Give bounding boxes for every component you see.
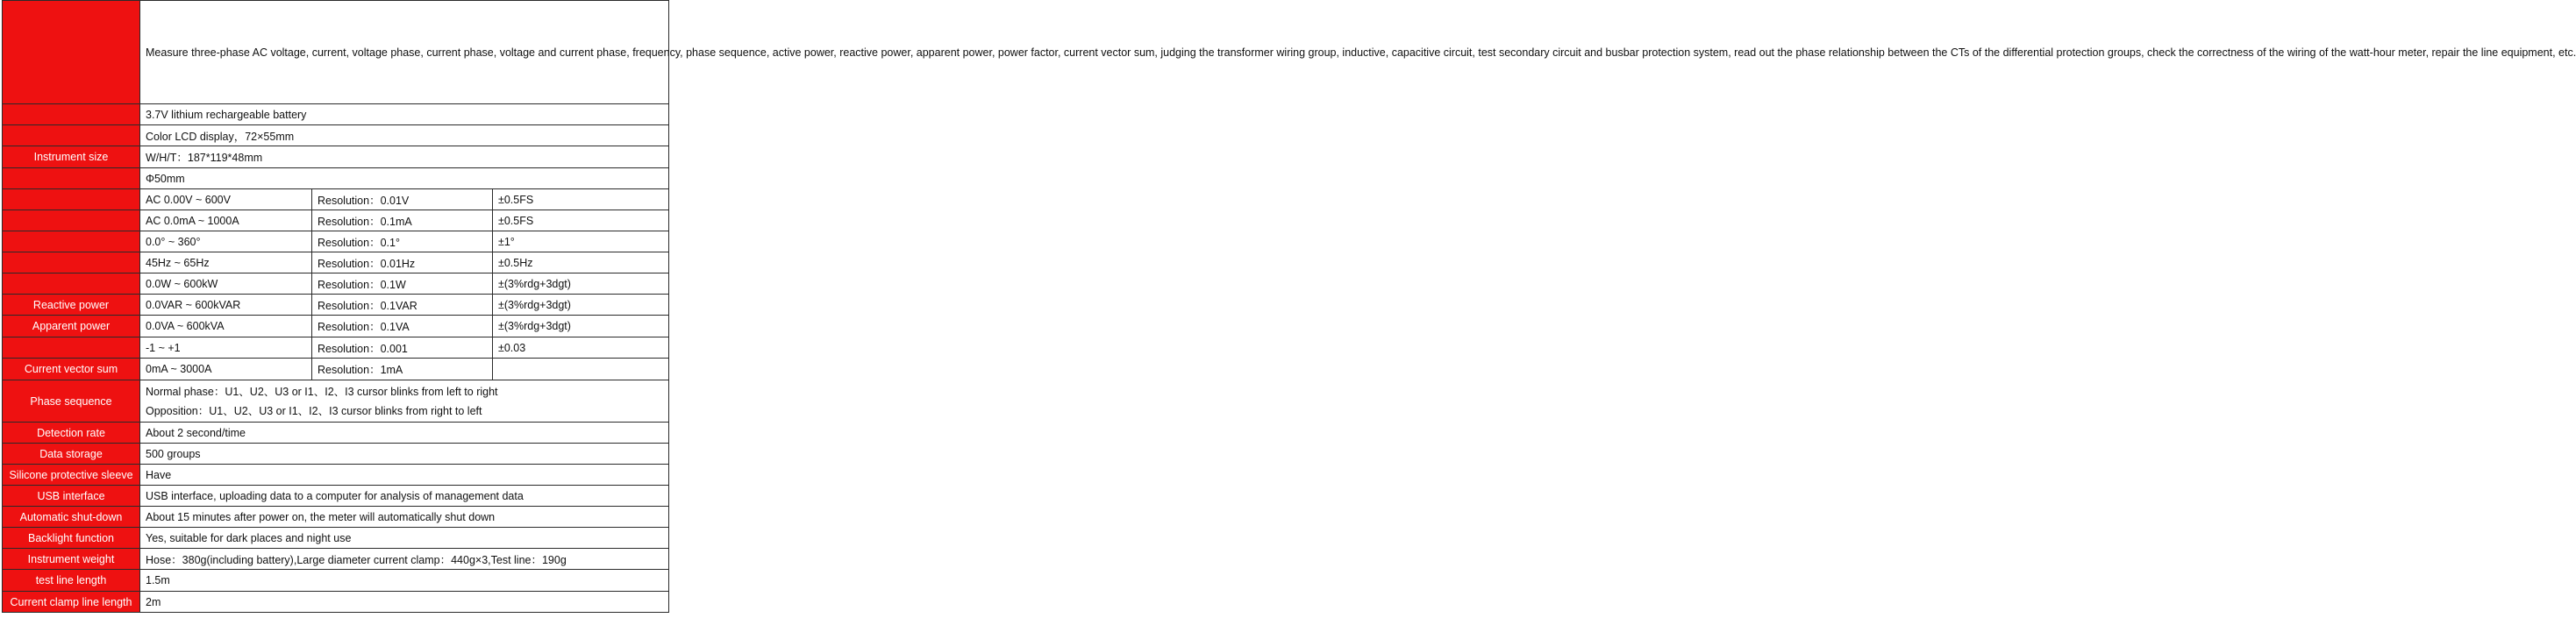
test-line-length-value: 1.5m	[140, 570, 669, 592]
detection-rate-label: Detection rate	[3, 423, 140, 444]
accuracy-cell: ±(3%rdg+3dgt)	[493, 295, 669, 316]
table-row	[3, 507, 669, 528]
table-row	[3, 549, 669, 570]
table-row	[3, 359, 669, 380]
row-label	[3, 189, 140, 210]
accuracy-cell: ±0.5FS	[493, 210, 669, 231]
table-row	[3, 592, 669, 613]
table-row	[3, 1, 669, 104]
functions-description: Measure three-phase AC voltage, current, voltage phase, current phase, voltage and current phase, frequency, phase sequence, active power, reactive power, apparent power, power factor, current vector sum, judging the transformer wiring group, inductive, capacitive circuit, test secondary circuit and busbar protection system, read out the phase relationship between the CTs of the differential protection groups, check the correctness of the wiring of the watt-hour meter, repair the line equipment, etc.	[140, 1, 669, 104]
accuracy-cell	[493, 359, 669, 380]
detection-rate-value: About 2 second/time	[140, 423, 669, 444]
accuracy-cell: ±0.5Hz	[493, 252, 669, 273]
table-row	[3, 295, 669, 316]
table-row	[3, 168, 669, 189]
range-cell: 45Hz ~ 65Hz	[140, 252, 312, 273]
row-label	[3, 104, 140, 125]
range-cell: 0mA ~ 3000A	[140, 359, 312, 380]
resolution-cell: Resolution：0.01V	[312, 189, 493, 210]
row-label	[3, 337, 140, 359]
phase-sequence-value	[140, 380, 669, 423]
resolution-cell: Resolution：0.001	[312, 337, 493, 359]
range-cell: -1 ~ +1	[140, 337, 312, 359]
table-row	[3, 125, 669, 146]
battery-value: 3.7V lithium rechargeable battery	[140, 104, 669, 125]
silicone-sleeve-value: Have	[140, 465, 669, 486]
row-label	[3, 168, 140, 189]
table-row	[3, 252, 669, 273]
table-row	[3, 380, 669, 423]
spec-table	[2, 0, 2576, 613]
table-row	[3, 337, 669, 359]
table-row	[3, 423, 669, 444]
usb-interface-value: USB interface, uploading data to a computer for analysis of management data	[140, 486, 669, 507]
range-cell: AC 0.0mA ~ 1000A	[140, 210, 312, 231]
resolution-cell: Resolution：0.1°	[312, 231, 493, 252]
instrument-weight-value: Hose：380g(including battery),Large diameter current clamp：440g×3,Test line：190g	[140, 549, 669, 570]
range-cell: 0.0° ~ 360°	[140, 231, 312, 252]
table-row	[3, 231, 669, 252]
table-row	[3, 486, 669, 507]
current-vector-sum-label: Current vector sum	[3, 359, 140, 380]
backlight-value: Yes, suitable for dark places and night use	[140, 528, 669, 549]
table-row	[3, 210, 669, 231]
resolution-cell: Resolution：0.1VA	[312, 316, 493, 337]
data-storage-value: 500 groups	[140, 444, 669, 465]
accuracy-cell: ±(3%rdg+3dgt)	[493, 273, 669, 295]
resolution-cell: Resolution：0.1VAR	[312, 295, 493, 316]
backlight-label: Backlight function	[3, 528, 140, 549]
table-row	[3, 273, 669, 295]
accuracy-cell: ±0.5FS	[493, 189, 669, 210]
resolution-cell: Resolution：0.1mA	[312, 210, 493, 231]
table-row	[3, 444, 669, 465]
accuracy-cell: ±1°	[493, 231, 669, 252]
table-row	[3, 316, 669, 337]
clamp-line-length-label: Current clamp line length	[3, 592, 140, 613]
row-label	[3, 125, 140, 146]
range-cell: AC 0.00V ~ 600V	[140, 189, 312, 210]
table-row	[3, 570, 669, 592]
row-label	[3, 273, 140, 295]
phase-sequence-label: Phase sequence	[3, 380, 140, 423]
resolution-cell: Resolution：0.1W	[312, 273, 493, 295]
range-cell: 0.0VA ~ 600kVA	[140, 316, 312, 337]
table-row	[3, 465, 669, 486]
silicone-sleeve-label: Silicone protective sleeve	[3, 465, 140, 486]
instrument-size-label: Instrument size	[3, 146, 140, 168]
auto-shutdown-value: About 15 minutes after power on, the meter will automatically shut down	[140, 507, 669, 528]
row-label	[3, 231, 140, 252]
table-row	[3, 104, 669, 125]
resolution-cell: Resolution：1mA	[312, 359, 493, 380]
instrument-size-value: W/H/T：187*119*48mm	[140, 146, 669, 168]
auto-shutdown-label: Automatic shut-down	[3, 507, 140, 528]
table-row	[3, 189, 669, 210]
normal-phase-text: Normal phase：U1、U2、U3 or I1、I2、I3 cursor blinks from left to right	[146, 385, 498, 398]
table-row	[3, 146, 669, 168]
table-row	[3, 528, 669, 549]
usb-interface-label: USB interface	[3, 486, 140, 507]
accuracy-cell: ±0.03	[493, 337, 669, 359]
display-value: Color LCD display，72×55mm	[140, 125, 669, 146]
reactive-power-label: Reactive power	[3, 295, 140, 316]
clamp-size-value: Φ50mm	[140, 168, 669, 189]
opposition-phase-text: Opposition：U1、U2、U3 or I1、I2、I3 cursor blinks from right to left	[146, 404, 482, 417]
data-storage-label: Data storage	[3, 444, 140, 465]
instrument-weight-label: Instrument weight	[3, 549, 140, 570]
accuracy-cell: ±(3%rdg+3dgt)	[493, 316, 669, 337]
row-label	[3, 210, 140, 231]
range-cell: 0.0W ~ 600kW	[140, 273, 312, 295]
row-label	[3, 252, 140, 273]
test-line-length-label: test line length	[3, 570, 140, 592]
row-label	[3, 1, 140, 104]
range-cell: 0.0VAR ~ 600kVAR	[140, 295, 312, 316]
apparent-power-label: Apparent power	[3, 316, 140, 337]
resolution-cell: Resolution：0.01Hz	[312, 252, 493, 273]
clamp-line-length-value: 2m	[140, 592, 669, 613]
